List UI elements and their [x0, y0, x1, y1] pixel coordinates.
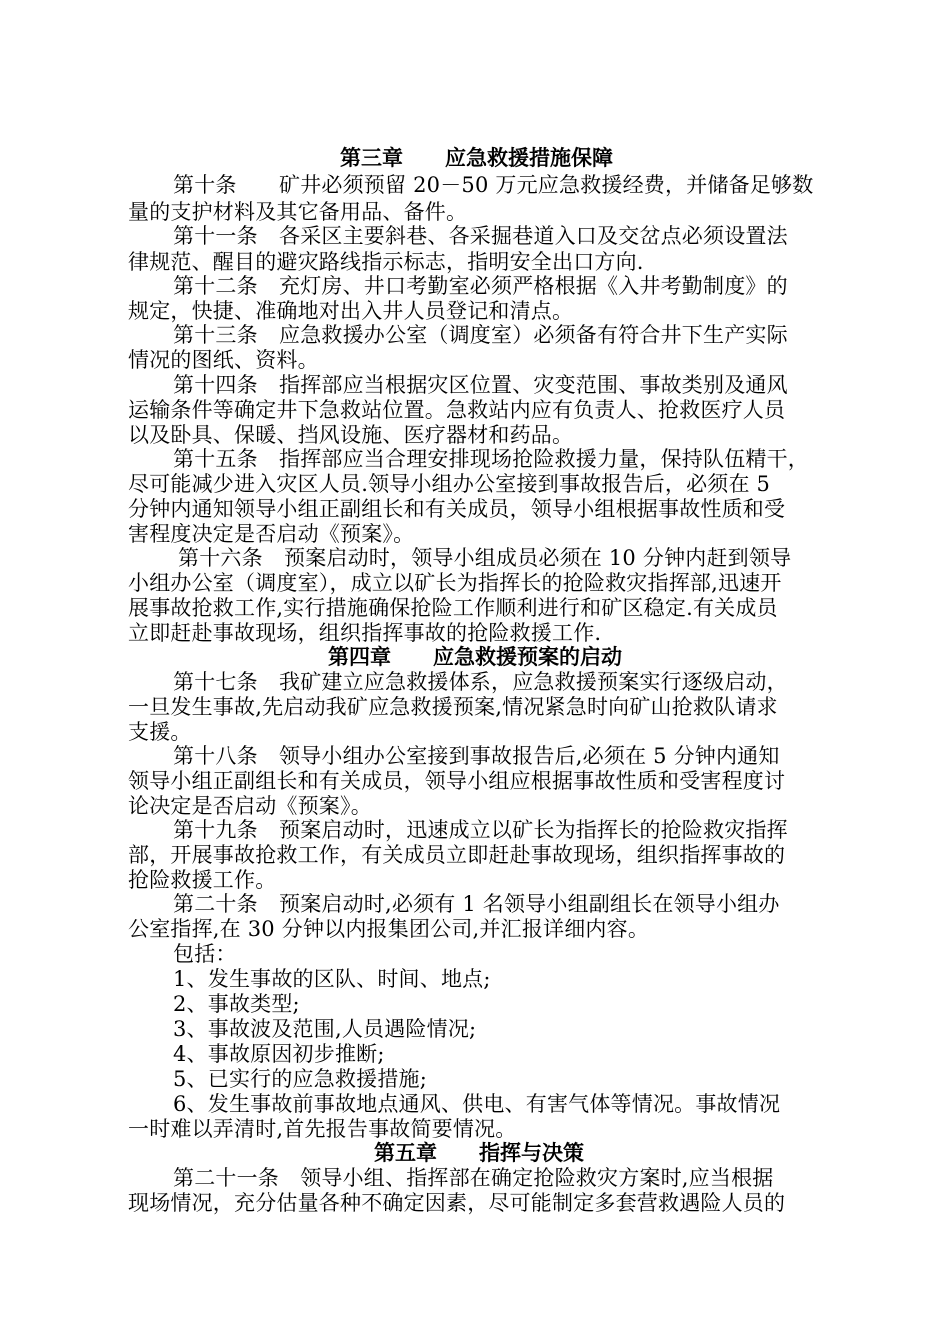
report-item-6-line-1: 6、发生事故前事故地点通风、供电、有害气体等情况。事故情况 — [173, 1092, 781, 1116]
article-12-line-1: 第十二条 充灯房、井口考勤室必须严格根据《入井考勤制度》的 — [173, 274, 788, 298]
article-18-line-3: 论决定是否启动《预案》。 — [128, 794, 372, 818]
article-16-line-1: 第十六条 预案启动时，领导小组成员必须在 10 分钟内赶到领导 — [178, 546, 792, 570]
article-21-line-1: 第二十一条 领导小组、指挥部在确定抢险救灾方案时,应当根据 — [173, 1166, 774, 1190]
article-18-line-1: 第十八条 领导小组办公室接到事故报告后,必须在 5 分钟内通知 — [173, 744, 780, 768]
includes-label: 包括： — [173, 942, 237, 966]
article-15-line-2: 尽可能减少进入灾区人员.领导小组办公室接到事故报告后，必须在 5 — [128, 472, 771, 496]
article-17-line-1: 第十七条 我矿建立应急救援体系，应急救援预案实行逐级启动， — [173, 670, 788, 694]
chapter-4-heading: 第四章 应急救援预案的启动 — [328, 645, 622, 669]
chapter-5-heading: 第五章 指挥与决策 — [374, 1141, 584, 1165]
article-20-line-1: 第二十条 预案启动时,必须有 1 名领导小组副组长在领导小组办 — [173, 892, 780, 916]
article-17-line-3: 支援。 — [128, 720, 192, 744]
article-15-line-4: 害程度决定是否启动《预案》。 — [128, 522, 415, 546]
article-13-line-1: 第十三条 应急救援办公室（调度室）必须备有符合井下生产实际 — [173, 323, 788, 347]
article-21-line-2: 现场情况，充分估量各种不确定因素，尽可能制定多套营救遇险人员的 — [128, 1191, 786, 1215]
article-18-line-2: 领导小组正副组长和有关成员，领导小组应根据事故性质和受害程度讨 — [128, 769, 786, 793]
article-19-line-1: 第十九条 预案启动时，迅速成立以矿长为指挥长的抢险救灾指挥 — [173, 818, 788, 842]
report-item-1: 1、发生事故的区队、时间、地点; — [173, 967, 491, 991]
article-15-line-1: 第十五条 指挥部应当合理安排现场抢险救援力量，保持队伍精干， — [173, 447, 809, 471]
report-item-5: 5、已实行的应急救援措施; — [173, 1067, 428, 1091]
report-item-2: 2、事故类型; — [173, 992, 300, 1016]
article-16-line-3: 展事故抢救工作,实行措施确保抢险工作顺利进行和矿区稳定.有关成员 — [128, 596, 778, 620]
article-14-line-3: 以及卧具、保暖、挡风设施、医疗器材和药品。 — [128, 423, 574, 447]
article-17-line-2: 一旦发生事故,先启动我矿应急救援预案,情况紧急时向矿山抢救队请求 — [128, 695, 778, 719]
article-14-line-2: 运输条件等确定井下急救站位置。急救站内应有负责人、抢救医疗人员 — [128, 398, 786, 422]
article-10-line-2: 量的支护材料及其它备用品、备件。 — [128, 200, 468, 224]
article-13-line-2: 情况的图纸、资料。 — [128, 348, 319, 372]
article-15-line-3: 分钟内通知领导小组正副组长和有关成员，领导小组根据事故性质和受 — [128, 497, 786, 521]
article-14-line-1: 第十四条 指挥部应当根据灾区位置、灾变范围、事故类别及通风 — [173, 373, 788, 397]
article-16-line-4: 立即赶赴事故现场，组织指挥事故的抢险救援工作. — [128, 621, 602, 645]
article-16-line-2: 小组办公室（调度室），成立以矿长为指挥长的抢险救灾指挥部,迅速开 — [128, 571, 782, 595]
article-19-line-2: 部，开展事故抢救工作，有关成员立即赶赴事故现场，组织指挥事故的 — [128, 843, 786, 867]
article-10-line-1: 第十条 矿井必须预留 20－50 万元应急救援经费，并储备足够数 — [173, 173, 814, 197]
article-12-line-2: 规定，快捷、准确地对出入井人员登记和清点。 — [128, 299, 574, 323]
article-20-line-2: 公室指挥,在 30 分钟以内报集团公司,并汇报详细内容。 — [128, 917, 650, 941]
article-11-line-2: 律规范、醒目的避灾路线指示标志，指明安全出口方向. — [128, 250, 644, 274]
article-11-line-1: 第十一条 各采区主要斜巷、各采掘巷道入口及交岔点必须设置法 — [173, 224, 788, 248]
report-item-4: 4、事故原因初步推断; — [173, 1042, 385, 1066]
chapter-3-heading: 第三章 应急救援措施保障 — [340, 146, 613, 170]
article-19-line-3: 抢险救援工作。 — [128, 868, 277, 892]
report-item-6-line-2: 一时难以弄清时,首先报告事故简要情况。 — [128, 1117, 517, 1141]
report-item-3: 3、事故波及范围,人员遇险情况; — [173, 1017, 477, 1041]
